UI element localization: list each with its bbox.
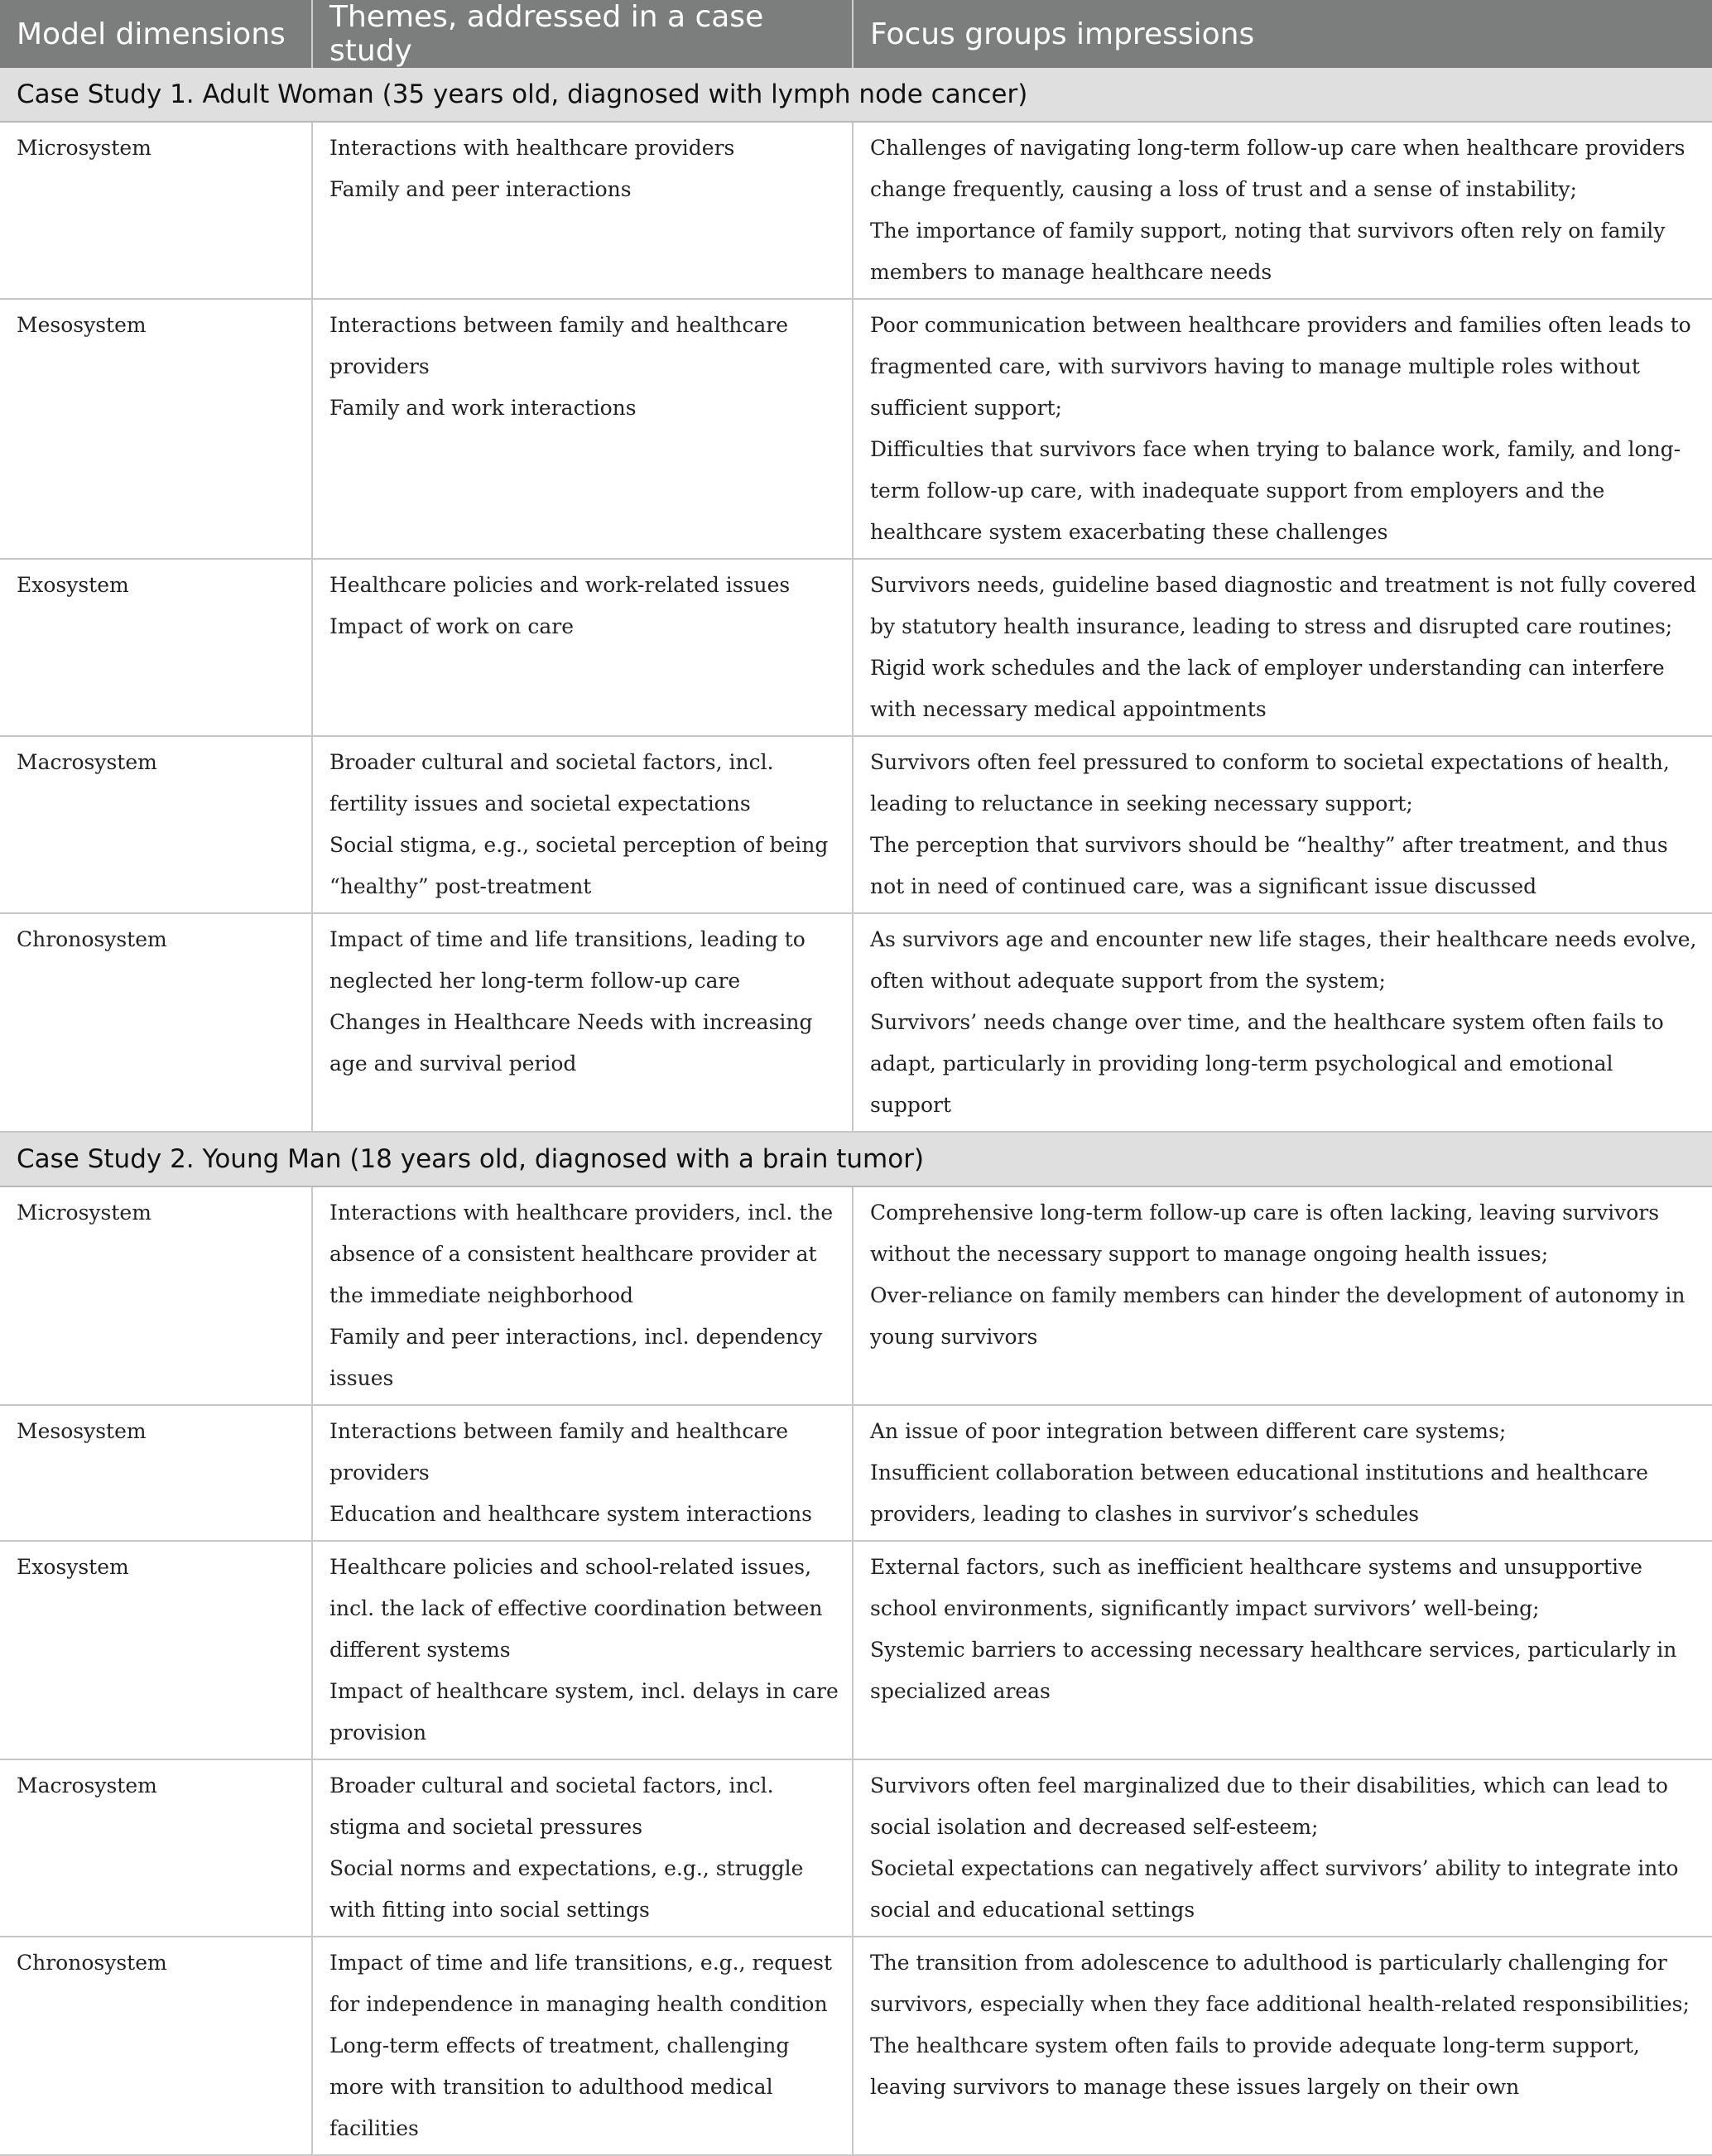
impression-item: Poor communication between healthcare providers and families often leads to fragmented care, with survivors having to manage multiple roles without sufficient support; xyxy=(870,313,1691,420)
header-themes: Themes, addressed in a case study xyxy=(312,0,853,68)
theme-item: Family and peer interactions xyxy=(329,177,632,201)
impression-item: Difficulties that survivors face when trying to balance work, family, and long-term follow-up care, with inadequate support from employers and the healthcare system exacerbating these challenges xyxy=(870,437,1681,544)
table-row xyxy=(0,299,1712,559)
themes-cell xyxy=(312,1937,853,2155)
model-dimension-cell: Mesosystem xyxy=(0,1405,312,1541)
model-dimension-cell: Macrosystem xyxy=(0,1759,312,1937)
impression-item: The perception that survivors should be “healthy” after treatment, and thus not in need of continued care, was a significant issue discussed xyxy=(870,833,1668,898)
model-dimension-cell: Chronosystem xyxy=(0,913,312,1132)
impression-item: Insufficient collaboration between educational institutions and healthcare providers, leading to clashes in survivor’s schedules xyxy=(870,1461,1648,1526)
theme-item: Interactions between family and healthcare providers xyxy=(329,313,789,378)
impressions-cell xyxy=(853,913,1712,1132)
table-row xyxy=(0,1937,1712,2155)
impressions-cell xyxy=(853,1405,1712,1541)
impressions-cell xyxy=(853,122,1712,299)
case-study-title: Case Study 2. Young Man (18 years old, diagnosed with a brain tumor) xyxy=(0,1132,1712,1186)
table-row xyxy=(0,1186,1712,1405)
theme-item: Broader cultural and societal factors, incl. fertility issues and societal expectations xyxy=(329,750,774,816)
theme-item: Impact of time and life transitions, e.g., request for independence in managing health condition xyxy=(329,1951,833,2016)
model-dimension-cell: Exosystem xyxy=(0,1541,312,1759)
case-study-title: Case Study 1. Adult Woman (35 years old, diagnosed with lymph node cancer) xyxy=(0,68,1712,122)
impressions-cell xyxy=(853,1937,1712,2155)
theme-item: Healthcare policies and work-related issues xyxy=(329,573,791,597)
impression-item: An issue of poor integration between different care systems; xyxy=(870,1419,1507,1443)
theme-item: Interactions with healthcare providers, incl. the absence of a consistent healthcare provider at the immediate neighborhood xyxy=(329,1201,834,1307)
theme-item: Interactions with healthcare providers xyxy=(329,136,735,160)
theme-item: Long-term effects of treatment, challenging more with transition to adulthood medical facilities xyxy=(329,2033,790,2140)
impression-item: The transition from adolescence to adulthood is particularly challenging for survivors, especially when they face additional health-related responsibilities; xyxy=(870,1951,1690,2016)
theme-item: Changes in Healthcare Needs with increasing age and survival period xyxy=(329,1010,813,1076)
impressions-cell xyxy=(853,1759,1712,1937)
themes-cell xyxy=(312,1186,853,1405)
model-dimension-cell: Chronosystem xyxy=(0,1937,312,2155)
themes-cell xyxy=(312,913,853,1132)
theme-item: Healthcare policies and school-related issues, incl. the lack of effective coordination between different systems xyxy=(329,1555,823,1662)
model-dimension-cell: Exosystem xyxy=(0,559,312,736)
impressions-cell xyxy=(853,299,1712,559)
themes-cell xyxy=(312,1759,853,1937)
impression-item: Survivors needs, guideline based diagnostic and treatment is not fully covered by statutory health insurance, leading to stress and disrupted care routines; xyxy=(870,573,1697,638)
table-row xyxy=(0,122,1712,299)
table-row xyxy=(0,736,1712,913)
impression-item: Rigid work schedules and the lack of employer understanding can interfere with necessary medical appointments xyxy=(870,656,1665,721)
impression-item: External factors, such as inefficient healthcare systems and unsupportive school environments, significantly impact survivors’ well-being; xyxy=(870,1555,1642,1620)
table-header xyxy=(0,0,1712,68)
themes-cell xyxy=(312,1405,853,1541)
model-dimension-cell: Microsystem xyxy=(0,122,312,299)
impression-item: Systemic barriers to accessing necessary healthcare services, particularly in specialized areas xyxy=(870,1638,1677,1703)
impressions-cell xyxy=(853,559,1712,736)
theme-item: Impact of work on care xyxy=(329,614,574,638)
theme-item: Impact of time and life transitions, leading to neglected her long-term follow-up care xyxy=(329,927,806,993)
impressions-cell xyxy=(853,736,1712,913)
theme-item: Impact of healthcare system, incl. delays in care provision xyxy=(329,1679,839,1745)
theme-item: Social norms and expectations, e.g., struggle with fitting into social settings xyxy=(329,1856,804,1922)
model-dimension-cell: Mesosystem xyxy=(0,299,312,559)
theme-item: Education and healthcare system interactions xyxy=(329,1502,812,1526)
impression-item: Survivors often feel marginalized due to their disabilities, which can lead to social isolation and decreased self-esteem; xyxy=(870,1773,1668,1839)
theme-item: Broader cultural and societal factors, incl. stigma and societal pressures xyxy=(329,1773,774,1839)
case-study-section-row xyxy=(0,1132,1712,1186)
header-model-dimensions: Model dimensions xyxy=(0,0,312,68)
table-row xyxy=(0,1541,1712,1759)
model-dimension-cell: Macrosystem xyxy=(0,736,312,913)
themes-cell xyxy=(312,299,853,559)
impression-item: Societal expectations can negatively affect survivors’ ability to integrate into social and educational settings xyxy=(870,1856,1679,1922)
themes-cell xyxy=(312,736,853,913)
impression-item: The healthcare system often fails to provide adequate long-term support, leaving survivors to manage these issues largely on their own xyxy=(870,2033,1640,2099)
impressions-cell xyxy=(853,1186,1712,1405)
themes-cell xyxy=(312,559,853,736)
impression-item: Survivors’ needs change over time, and the healthcare system often fails to adapt, particularly in providing long-term psychological and emotional support xyxy=(870,1010,1664,1117)
model-dimension-cell: Microsystem xyxy=(0,1186,312,1405)
impression-item: Comprehensive long-term follow-up care is often lacking, leaving survivors without the necessary support to manage ongoing health issues; xyxy=(870,1201,1660,1266)
table-body xyxy=(0,68,1712,2155)
header-focus-groups: Focus groups impressions xyxy=(853,0,1712,68)
theme-item: Family and peer interactions, incl. dependency issues xyxy=(329,1325,823,1390)
impressions-cell xyxy=(853,1541,1712,1759)
table-row xyxy=(0,913,1712,1132)
table-row xyxy=(0,1759,1712,1937)
theme-item: Social stigma, e.g., societal perception of being “healthy” post-treatment xyxy=(329,833,829,898)
impression-item: As survivors age and encounter new life stages, their healthcare needs evolve, often without adequate support from the system; xyxy=(870,927,1697,993)
table-row xyxy=(0,1405,1712,1541)
theme-item: Interactions between family and healthcare providers xyxy=(329,1419,789,1485)
themes-cell xyxy=(312,122,853,299)
impression-item: Survivors often feel pressured to conform to societal expectations of health, leading to reluctance in seeking necessary support; xyxy=(870,750,1670,816)
impression-item: The importance of family support, noting that survivors often rely on family members to manage healthcare needs xyxy=(870,219,1666,284)
table-row xyxy=(0,559,1712,736)
case-study-section-row xyxy=(0,68,1712,122)
impression-item: Challenges of navigating long-term follow-up care when healthcare providers change frequently, causing a loss of trust and a sense of instability; xyxy=(870,136,1686,201)
theme-item: Family and work interactions xyxy=(329,396,637,420)
impression-item: Over-reliance on family members can hinder the development of autonomy in young survivors xyxy=(870,1283,1686,1349)
themes-cell xyxy=(312,1541,853,1759)
